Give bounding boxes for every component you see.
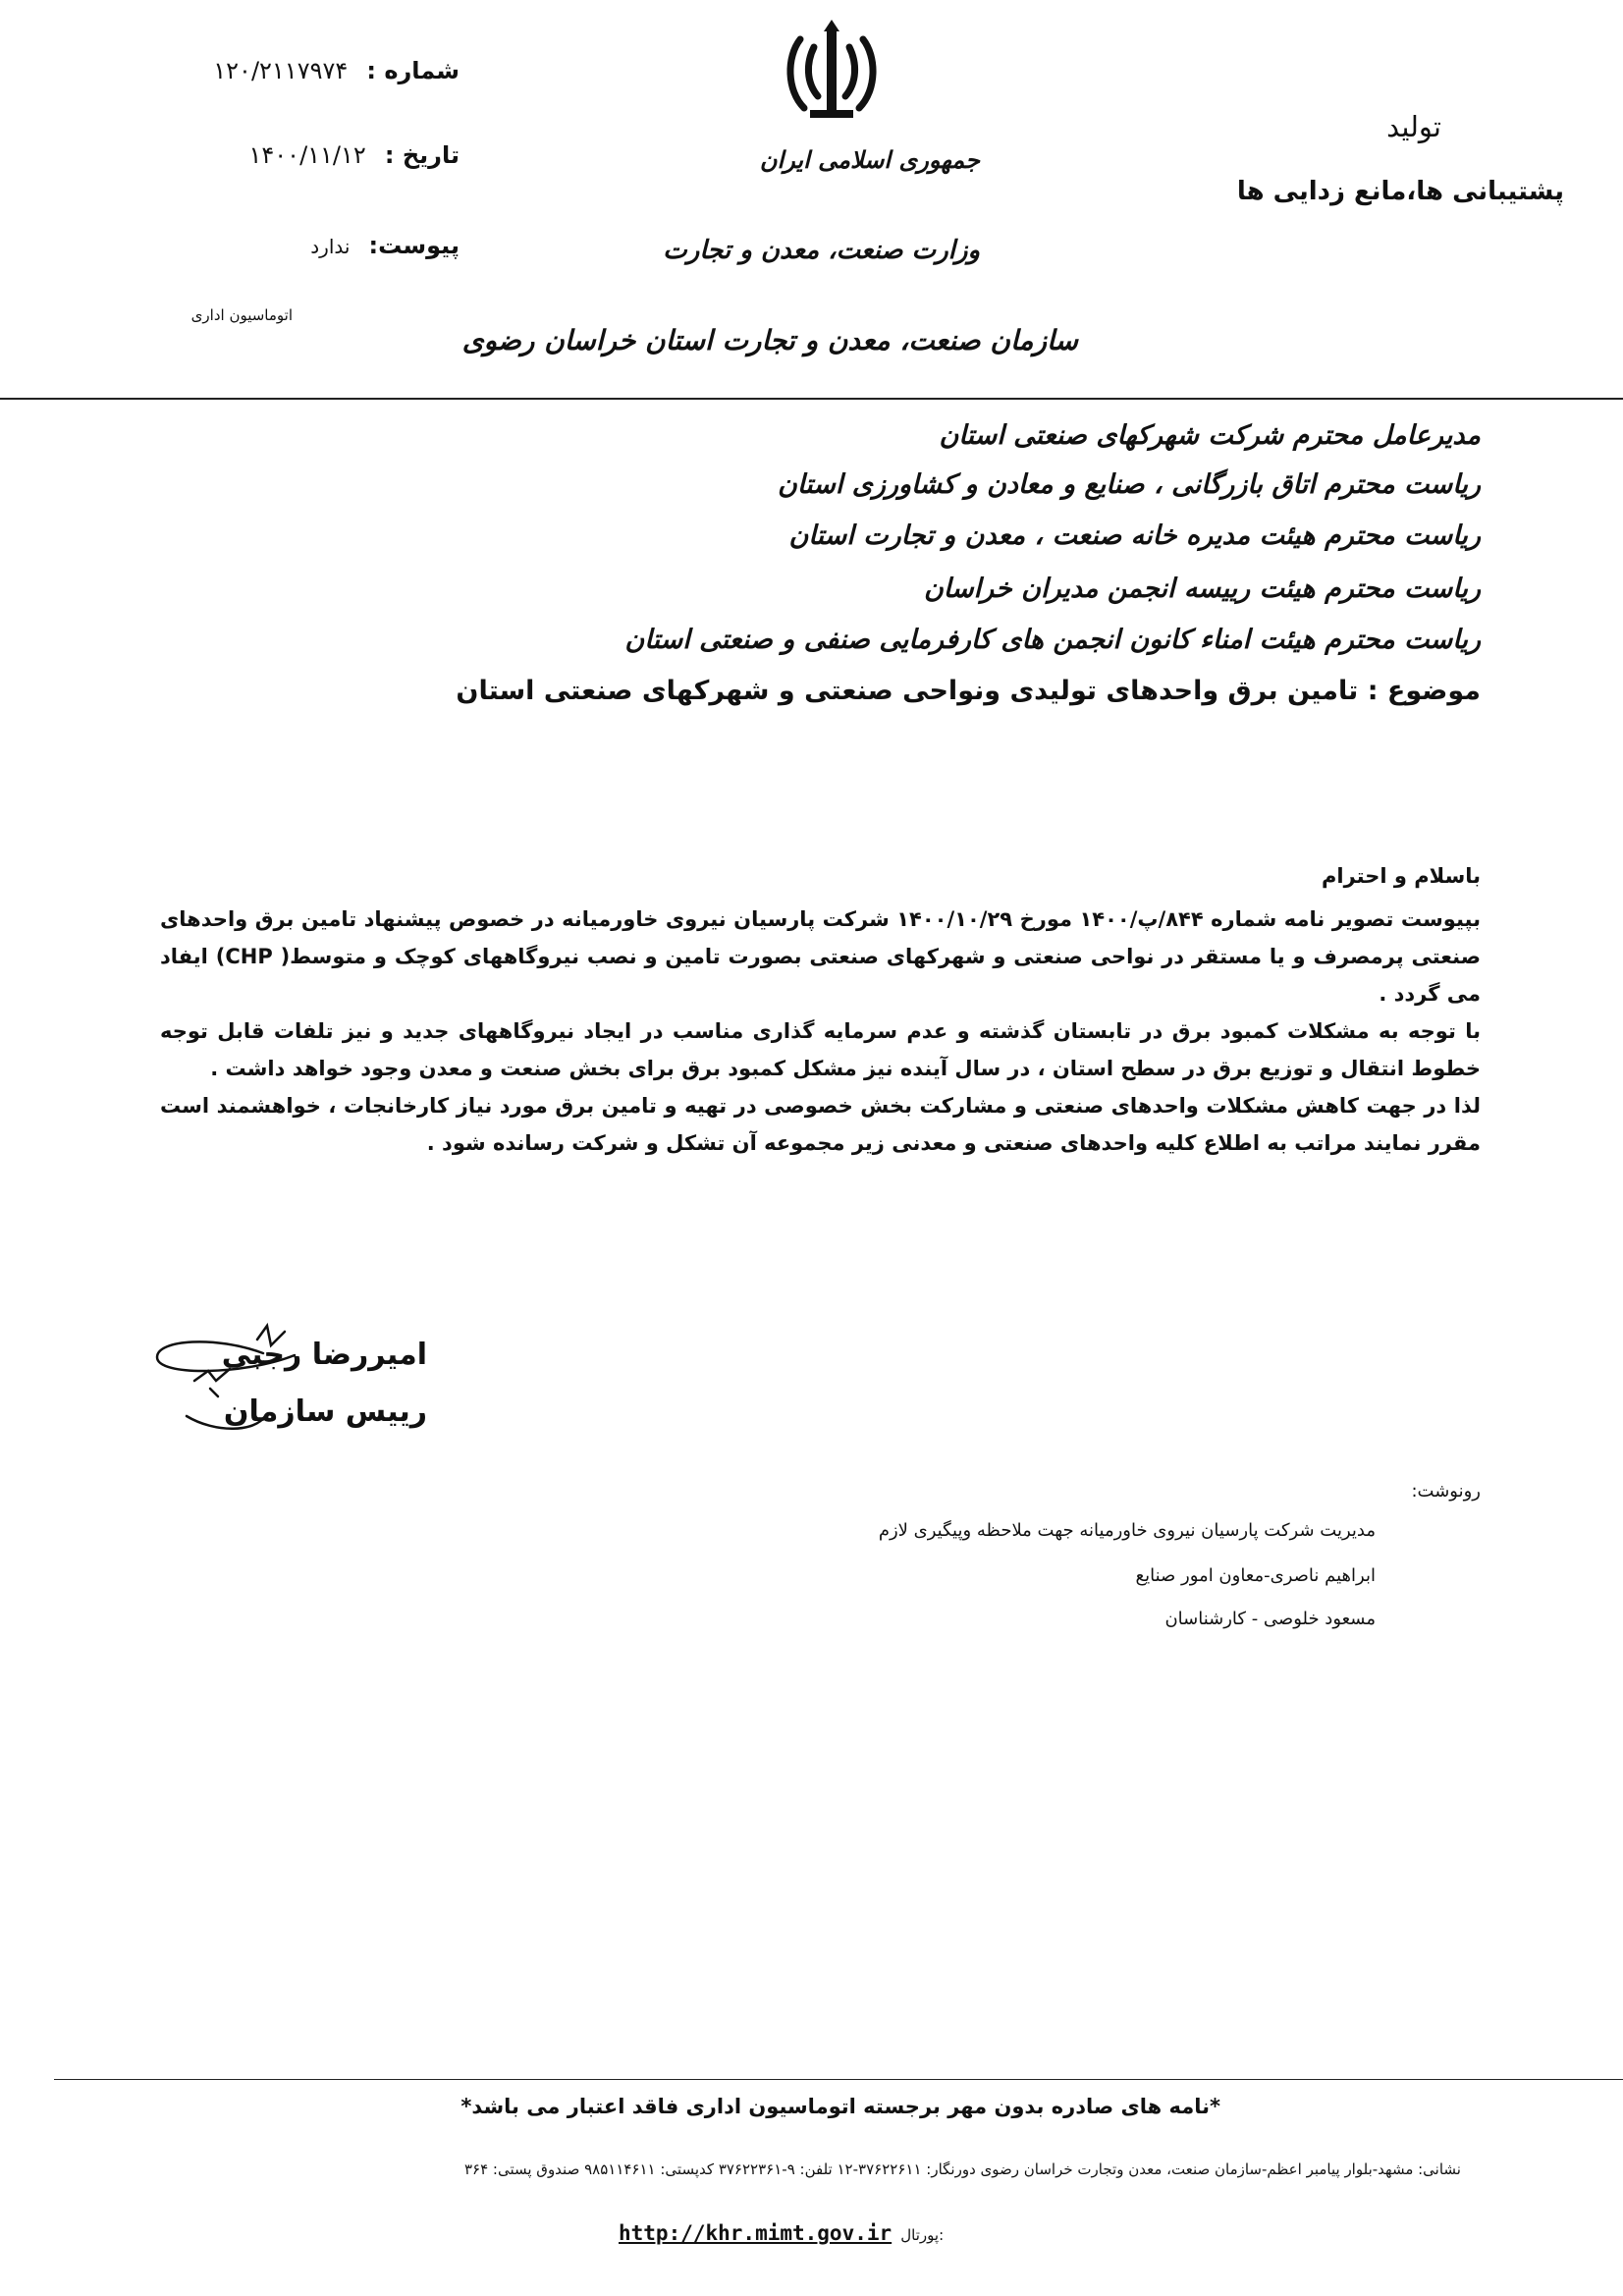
recipient-line: ریاست محترم هیئت مدیره خانه صنعت ، معدن و تجارت استان — [788, 520, 1481, 551]
letter-number-row — [47, 57, 460, 84]
letter-number-value: ۱۲۰/۲۱۱۷۹۷۴ — [213, 57, 349, 84]
footer-divider — [54, 2079, 1623, 2080]
ministry-title: وزارت صنعت، معدن و تجارت — [663, 236, 980, 265]
handwritten-note-line1: تولید — [1386, 110, 1441, 143]
footer-website-row — [619, 2221, 944, 2245]
body-paragraph: با توجه به مشکلات کمبود برق در تابستان گذشته و عدم سرمایه گذاری مناسب در ایجاد نیروگاههای جدید و نیز تلفات قابل توجه خطوط انتقال و توزیع برق در سطح استان ، در سال آینده نیز مشکل کمبود برق برای بخش صنعت و معدن وجود خواهد داشت . — [160, 1019, 1481, 1080]
letter-number-label: شماره : — [366, 57, 460, 84]
cc-line: مسعود خلوصی - کارشناسان — [1164, 1609, 1376, 1629]
letter-attachment-row — [47, 232, 460, 259]
footer-address: نشانی: مشهد-بلوار پیامبر اعظم-سازمان صنعت، معدن وتجارت خراسان رضوی دورنگار: ۳۷۶۲۲۶۱۱-۱۲ تلفن: ۹-۳۷۶۲۲۳۶۱ کدپستی: ۹۸۵۱۱۴۶۱۱ صندوق پستی: ۳۶۴ — [463, 2160, 1461, 2178]
letter-attachment-label: پیوست: — [368, 232, 460, 259]
handwritten-note-line2: پشتیبانی ها،مانع زدایی ها — [1236, 177, 1564, 206]
automation-note: اتوماسیون اداری — [190, 306, 293, 324]
letter-subject: موضوع : تامین برق واحدهای تولیدی ونواحی صنعتی و شهرکهای صنعتی استان — [456, 676, 1481, 706]
signatory-name: امیررضا رجبی — [221, 1338, 427, 1372]
recipient-line: ریاست محترم اتاق بازرگانی ، صنایع و معادن و کشاورزی استان — [778, 469, 1481, 500]
body-paragraph: بپیوست تصویر نامه شماره ۸۴۴/پ/۱۴۰۰ مورخ ۱۴۰۰/۱۰/۲۹ شرکت پارسیان نیروی خاورمیانه در خصوص پیشنهاد تامین برق واحدهای صنعتی پرمصرف و یا مستقر در نواحی صنعتی و شهرکهای صنعتی بصورت تامین و نصب نیروگاههای کوچک و متوسط( CHP) ایفاد می گردد . — [160, 907, 1482, 1006]
letter-date-label: تاریخ : — [384, 141, 460, 169]
cc-label: رونوشت: — [1411, 1481, 1481, 1502]
letter-date-row — [47, 141, 460, 169]
greeting: باسلام و احترام — [1322, 864, 1481, 888]
header-divider — [0, 398, 1623, 400]
recipient-line: مدیرعامل محترم شرکت شهرکهای صنعتی استان — [939, 420, 1481, 451]
website-label: پورتال: — [900, 2226, 945, 2244]
recipient-line: ریاست محترم هیئت امناء کانون انجمن های کارفرمایی صنفی و صنعتی استان — [624, 625, 1481, 655]
letter-date-value: ۱۴۰۰/۱۱/۱۲ — [248, 141, 366, 169]
iran-emblem-icon — [781, 18, 883, 128]
cc-line: ابراهیم ناصری-معاون امور صنایع — [1135, 1565, 1376, 1586]
website-link[interactable]: http://khr.mimt.gov.ir — [619, 2221, 893, 2245]
organization-title: سازمان صنعت، معدن و تجارت استان خراسان رضوی — [461, 324, 1078, 356]
letter-attachment-value: ندارد — [310, 235, 351, 258]
republic-title: جمهوری اسلامی ایران — [759, 145, 980, 174]
letter-body — [160, 857, 1481, 1162]
recipient-line: ریاست محترم هیئت رییسه انجمن مدیران خراسان — [923, 574, 1481, 604]
cc-line: مدیریت شرکت پارسیان نیروی خاورمیانه جهت ملاحظه وپیگیری لازم — [878, 1520, 1376, 1541]
signatory-title: رییس سازمان — [223, 1394, 427, 1429]
body-paragraph: لذا در جهت کاهش مشکلات واحدهای صنعتی و مشارکت بخش خصوصی در تهیه و تامین برق مورد نیاز کارخانجات ، خواهشمند است مقرر نمایند مراتب به اطلاع کلیه واحدهای صنعتی و معدنی زیر مجموعه آن تشکل و شرکت رسانده شود . — [160, 1094, 1481, 1155]
footer-validity-note: *نامه های صادره بدون مهر برجسته اتوماسیون اداری فاقد اعتبار می باشد* — [460, 2095, 1220, 2118]
